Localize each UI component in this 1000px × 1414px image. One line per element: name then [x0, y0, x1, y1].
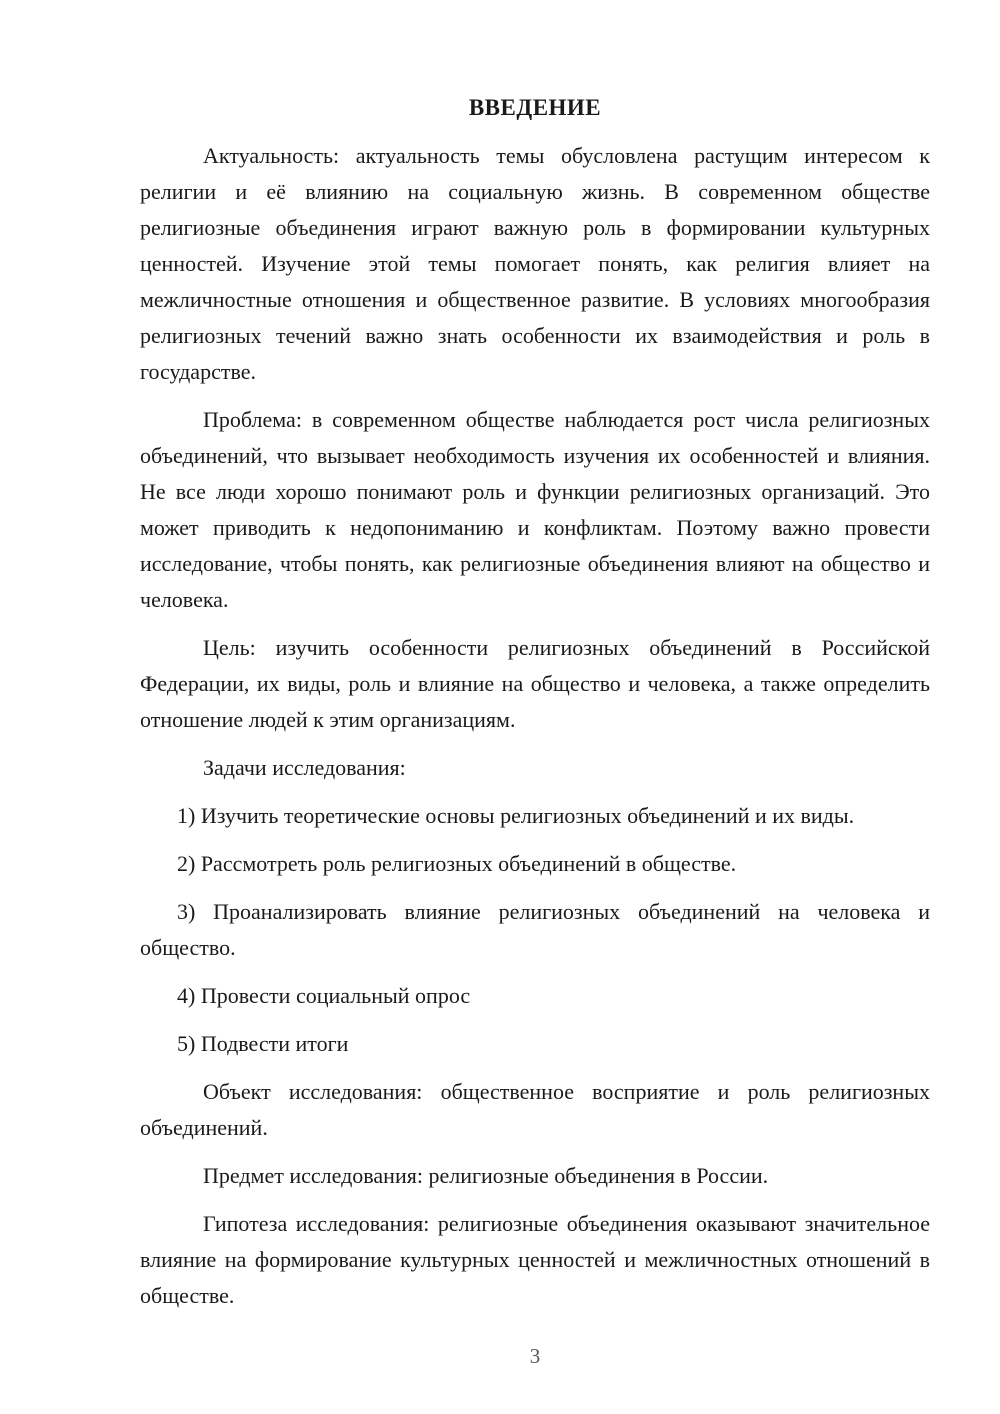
- task-item-2: 2) Рассмотреть роль религиозных объединений в обществе.: [177, 851, 737, 876]
- paragraph-relevance: Актуальность: актуальность темы обусловлена растущим интересом к религии и её влиянию на социальную жизнь. В современном обществе религиозные объединения играют важную роль в формировании культурных ценностей. Изучение этой темы помогает понять, как религия влияет на межличностные отношения и общественное развитие. В условиях многообразия религиозных течений важно знать особенности их взаимодействия и роль в государстве.: [140, 143, 930, 384]
- page-title: ВВЕДЕНИЕ: [468, 95, 602, 120]
- paragraph-tasks-heading: Задачи исследования:: [203, 755, 406, 780]
- task-item-1: 1) Изучить теоретические основы религиозных объединений и их виды.: [177, 803, 855, 828]
- task-item-4: 4) Провести социальный опрос: [177, 983, 471, 1008]
- task-item-3: 3) Проанализировать влияние религиозных объединений на человека и общество.: [140, 899, 930, 960]
- paragraph-problem: Проблема: в современном обществе наблюдается рост числа религиозных объединений, что вызывает необходимость изучения их особенностей и влияния. Не все люди хорошо понимают роль и функции религиозных организаций. Это может приводить к недопониманию и конфликтам. Поэтому важно провести исследование, чтобы понять, как религиозные объединения влияют на общество и человека.: [140, 407, 930, 612]
- page-content: [140, 90, 930, 1326]
- paragraph-object: Объект исследования: общественное восприятие и роль религиозных объединений.: [140, 1079, 930, 1140]
- paragraph-subject: Предмет исследования: религиозные объединения в России.: [203, 1163, 769, 1188]
- paragraph-hypothesis: Гипотеза исследования: религиозные объединения оказывают значительное влияние на формирование культурных ценностей и межличностных отношений в обществе.: [140, 1211, 930, 1308]
- page-number: 3: [529, 1344, 541, 1368]
- paragraph-goal: Цель: изучить особенности религиозных объединений в Российской Федерации, их виды, роль и влияние на общество и человека, а также определить отношение людей к этим организациям.: [140, 635, 930, 732]
- task-item-5: 5) Подвести итоги: [177, 1031, 349, 1056]
